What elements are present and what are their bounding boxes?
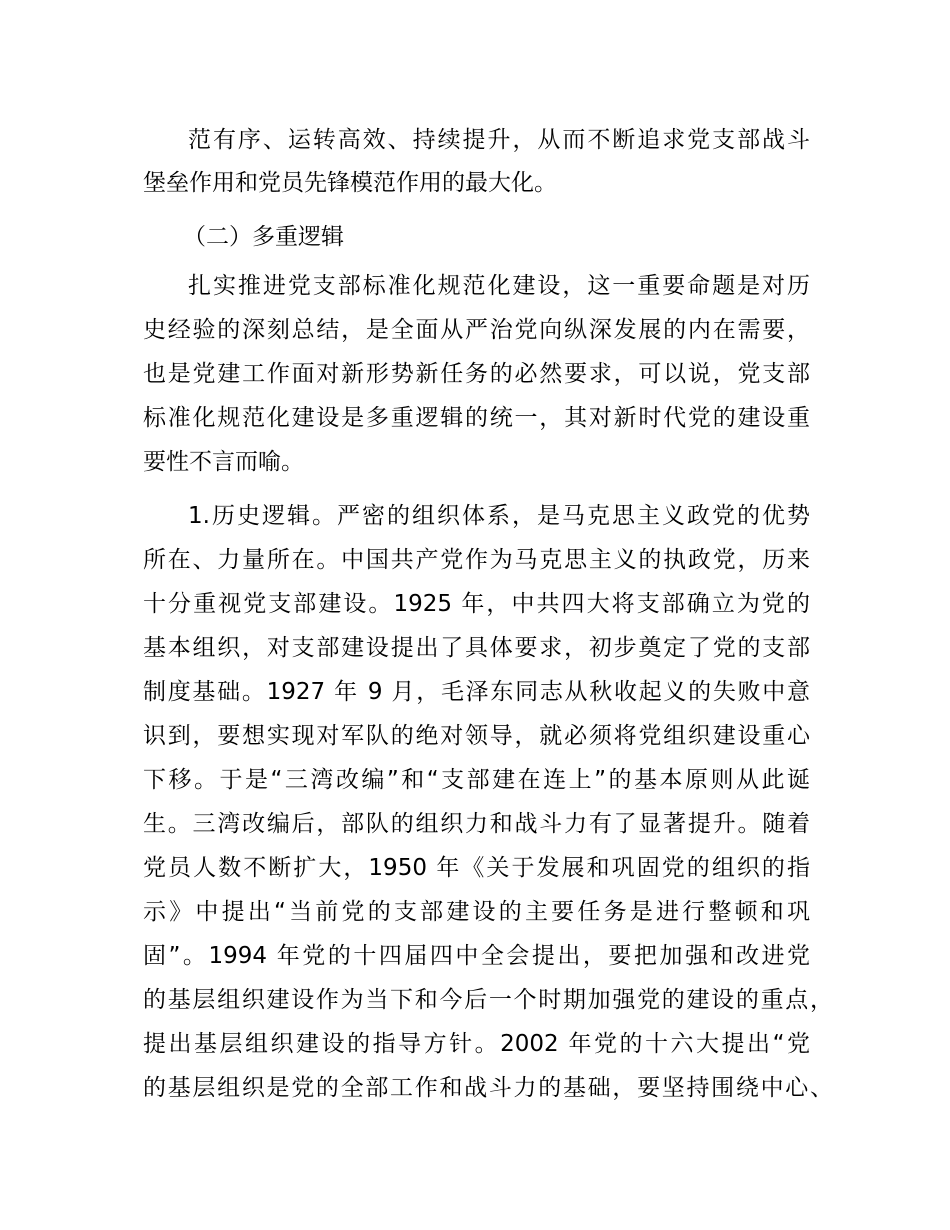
text-line: 堡垒作用和党员先锋模范作用的最大化。 [143,170,557,196]
text-line: 要性不言而喻。 [143,449,304,475]
text-line: 党员人数不断扩大，1950 年《关于发展和巩固党的组织的指 [143,855,810,881]
text-line: 固”。1994 年党的十四届四中全会提出，要把加强和改进党 [143,943,810,969]
text-line: 生。三湾改编后，部队的组织力和战斗力有了显著提升。随着 [143,811,810,837]
section-heading: （二）多重逻辑 [183,224,344,250]
text-line: 示》中提出“当前党的支部建设的主要任务是进行整顿和巩 [143,899,810,925]
text-line: 标准化规范化建设是多重逻辑的统一，其对新时代党的建设重 [143,405,810,431]
text-line: 所在、力量所在。中国共产党作为马克思主义的执政党，历来 [143,547,810,573]
text-line: 十分重视党支部建设。1925 年，中共四大将支部确立为党的 [143,591,810,617]
text-line: 扎实推进党支部标准化规范化建设，这一重要命题是对历 [188,273,810,299]
text-line: 制度基础。1927 年 9 月，毛泽东同志从秋收起义的失败中意 [143,679,810,705]
text-line: 范有序、运转高效、持续提升，从而不断追求党支部战斗 [188,127,810,153]
text-line: 提出基层组织建设的指导方针。2002 年党的十六大提出“党 [143,1031,810,1057]
text-line: 也是党建工作面对新形势新任务的必然要求，可以说，党支部 [143,361,810,387]
text-line: 1.历史逻辑。严密的组织体系，是马克思主义政党的优势 [188,503,810,529]
text-line: 的基层组织是党的全部工作和战斗力的基础，要坚持围绕中心、 [143,1075,833,1101]
text-line: 识到，要想实现对军队的绝对领导，就必须将党组织建设重心 [143,723,810,749]
text-line: 基本组织，对支部建设提出了具体要求，初步奠定了党的支部 [143,635,810,661]
text-line: 史经验的深刻总结，是全面从严治党向纵深发展的内在需要， [143,317,810,343]
text-line: 的基层组织建设作为当下和今后一个时期加强党的建设的重点， [143,987,833,1013]
text-line: 下移。于是“三湾改编”和“支部建在连上”的基本原则从此诞 [143,767,810,793]
